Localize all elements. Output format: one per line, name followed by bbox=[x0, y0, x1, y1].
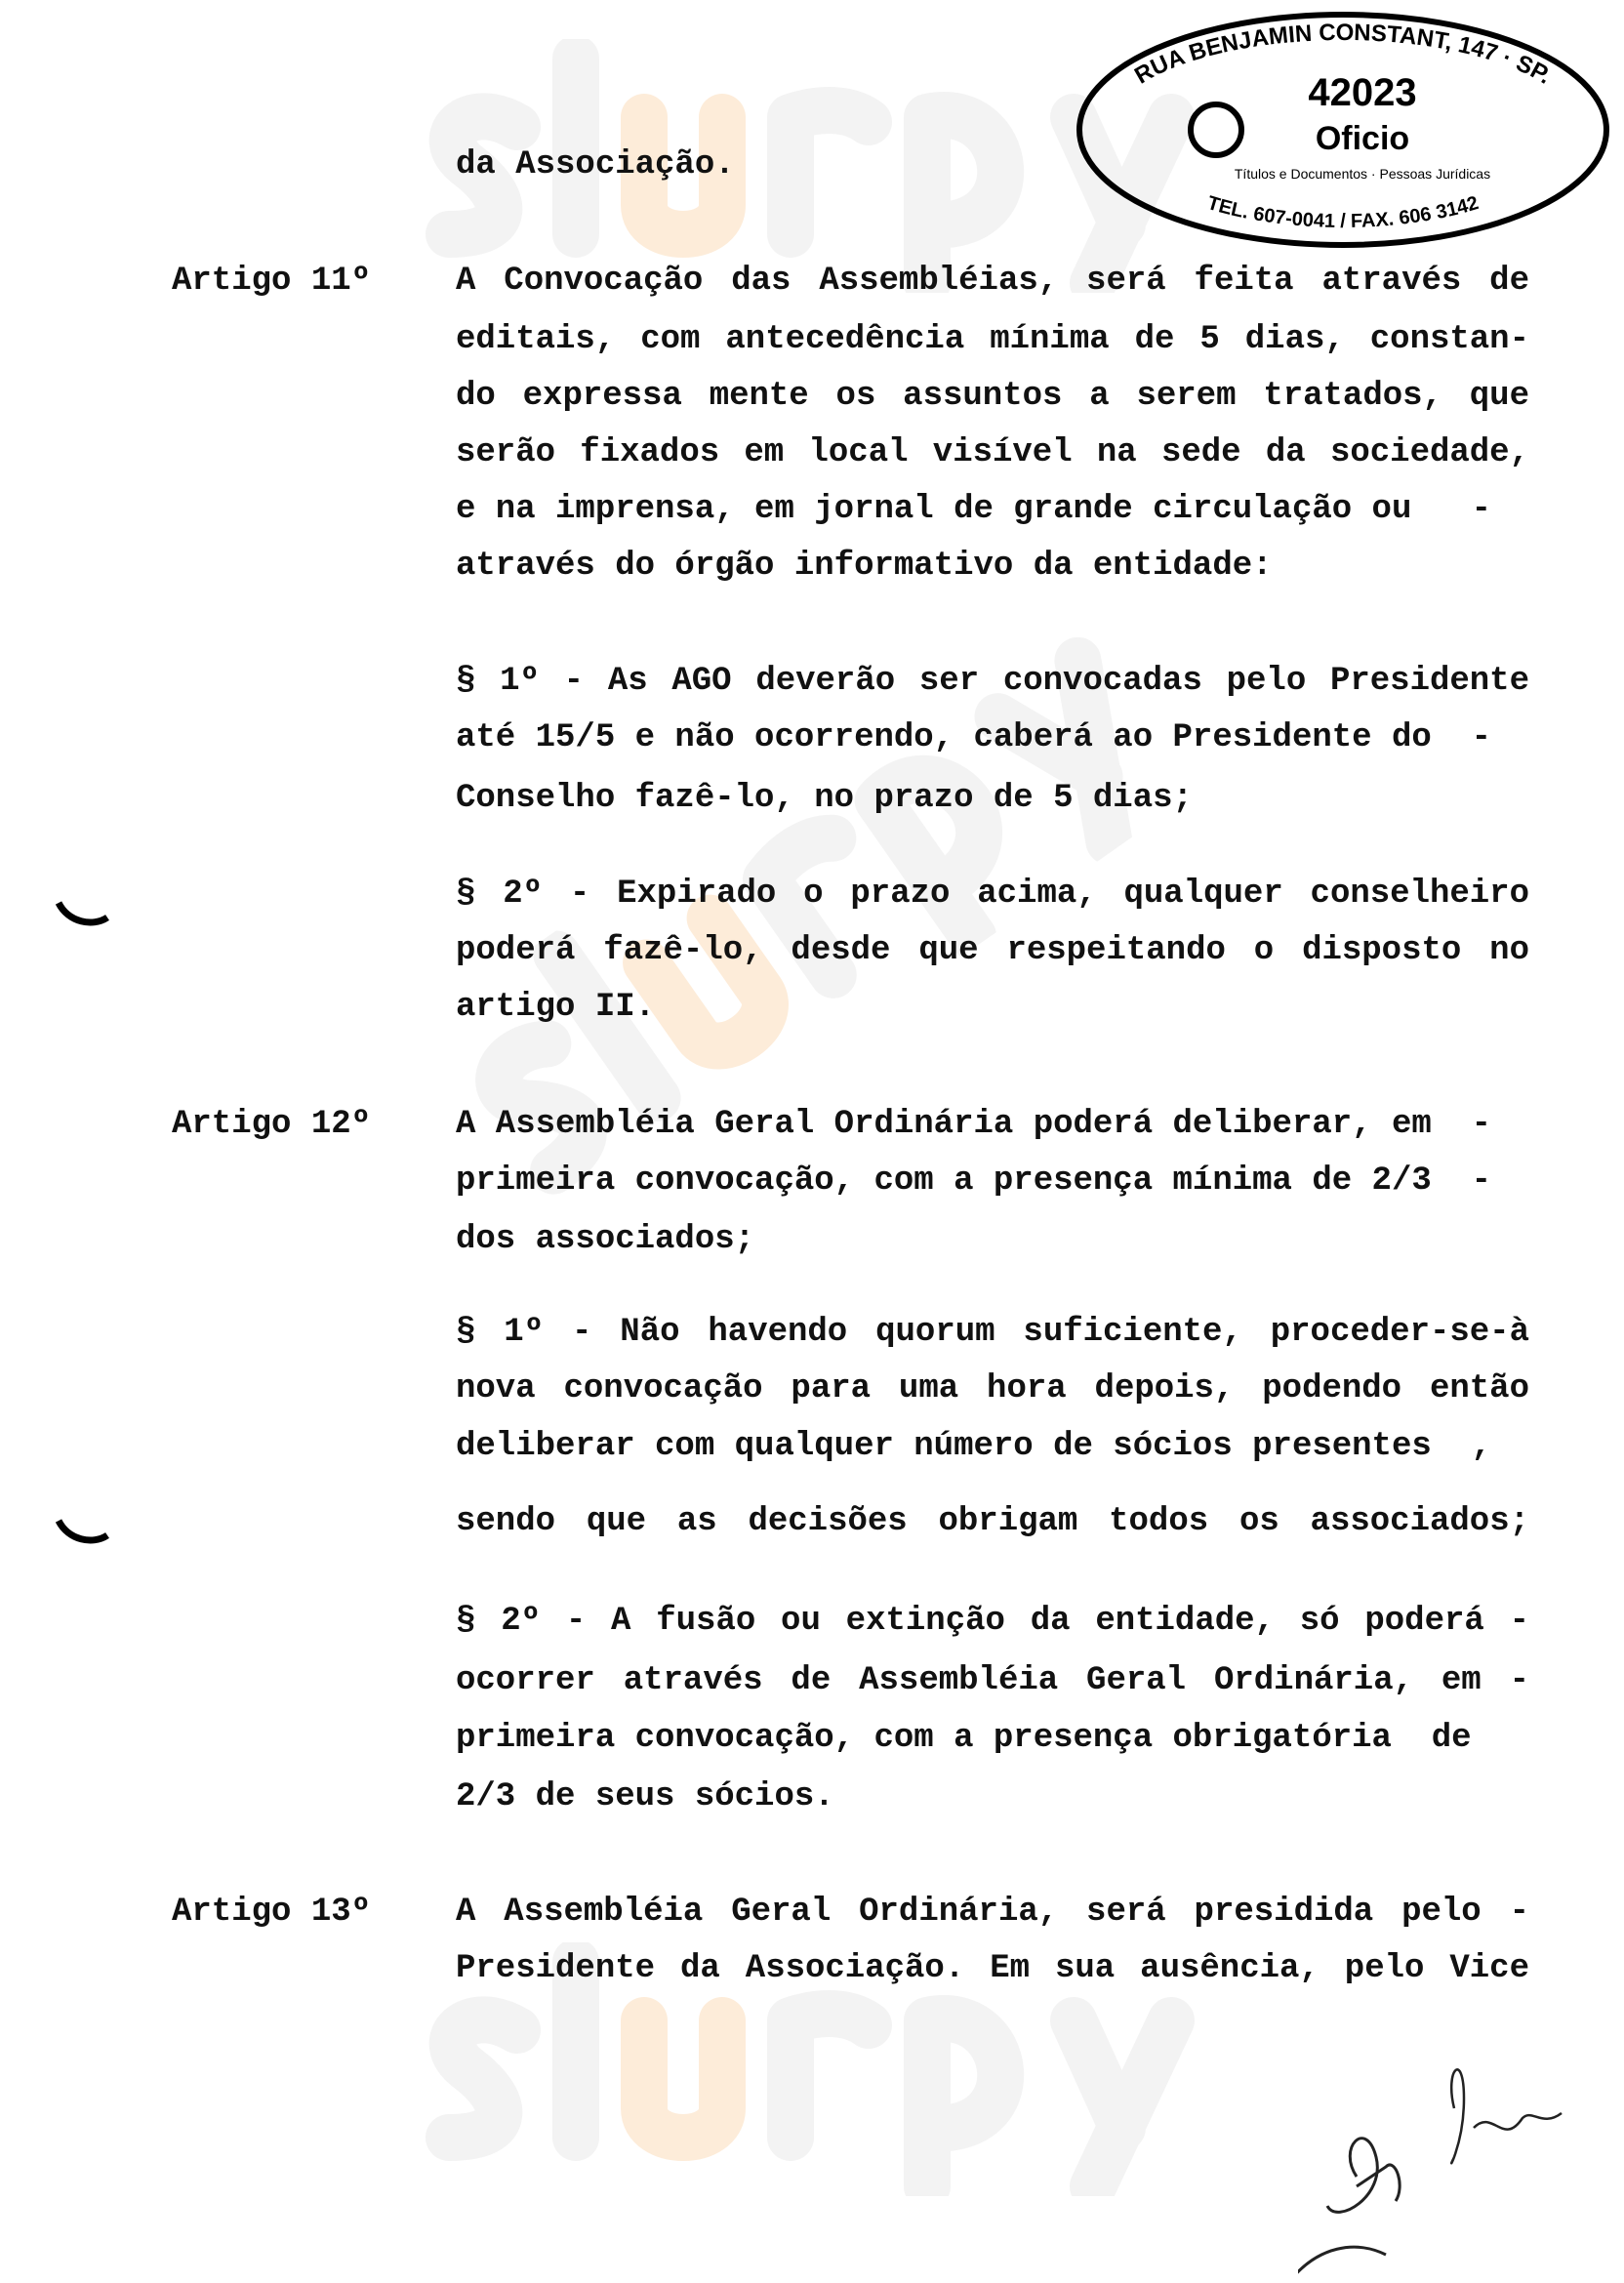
hole-punch-mark bbox=[54, 893, 112, 932]
text-line: através do órgão informativo da entidade: bbox=[456, 548, 1273, 585]
stamp-circle-icon bbox=[1191, 104, 1241, 155]
article-label: Artigo 11º bbox=[172, 263, 372, 300]
text-line: e na imprensa, em jornal de grande circulação ou - bbox=[456, 491, 1491, 528]
text-line: sendo que as decisões obrigam todos os associados; bbox=[456, 1503, 1529, 1540]
text-line: Presidente da Associação. Em sua ausência, pelo Vice bbox=[456, 1950, 1529, 1987]
stamp-tel: TEL. 607-0041 / FAX. 606 3142 bbox=[1204, 192, 1482, 232]
text-line: A Convocação das Assembléias, será feita através de bbox=[456, 263, 1529, 300]
text-line: da Associação. bbox=[456, 146, 735, 183]
text-line: até 15/5 e não ocorrendo, caberá ao Presidente do - bbox=[456, 719, 1491, 756]
hole-punch-mark bbox=[54, 1511, 112, 1550]
text-line: § 1º - Não havendo quorum suficiente, proceder-se-à bbox=[456, 1314, 1529, 1351]
text-line: A Assembléia Geral Ordinária poderá deliberar, em - bbox=[456, 1106, 1491, 1143]
text-line: Conselho fazê-lo, no prazo de 5 dias; bbox=[456, 780, 1193, 817]
stamp-subtitle: Títulos e Documentos · Pessoas Jurídicas bbox=[1234, 166, 1491, 182]
text-line: artigo II. bbox=[456, 989, 656, 1026]
text-line: nova convocação para uma hora depois, podendo então bbox=[456, 1370, 1529, 1407]
article-label: Artigo 12º bbox=[172, 1106, 372, 1143]
text-line: primeira convocação, com a presença obrigatória de bbox=[456, 1720, 1472, 1757]
text-line: A Assembléia Geral Ordinária, será presidida pelo - bbox=[456, 1894, 1529, 1931]
text-line: § 2º - A fusão ou extinção da entidade, só poderá - bbox=[456, 1603, 1529, 1640]
article-label: Artigo 13º bbox=[172, 1894, 372, 1931]
text-line: do expressa mente os assuntos a serem tratados, que bbox=[456, 378, 1529, 415]
text-line: serão fixados em local visível na sede da sociedade, bbox=[456, 434, 1529, 471]
stamp-street: RUA BENJAMIN CONSTANT, 147 · SP. bbox=[1130, 19, 1557, 90]
text-line: poderá fazê-lo, desde que respeitando o disposto no bbox=[456, 932, 1529, 969]
stamp-office: Oficio bbox=[1315, 120, 1410, 157]
text-line: editais, com antecedência mínima de 5 dias, constan- bbox=[456, 321, 1529, 358]
text-line: ocorrer através de Assembléia Geral Ordinária, em - bbox=[456, 1662, 1529, 1699]
text-line: § 1º - As AGO deverão ser convocadas pelo Presidente bbox=[456, 663, 1529, 700]
svg-text:TEL. 607-0041 / FAX. 606 3142 bbox=[1205, 192, 1482, 232]
text-line: primeira convocação, com a presença mínima de 2/3 - bbox=[456, 1162, 1491, 1200]
text-line: 2/3 de seus sócios. bbox=[456, 1778, 834, 1815]
stamp-number: 42023 bbox=[1308, 71, 1417, 114]
signature bbox=[1298, 2030, 1591, 2283]
text-line: deliberar com qualquer número de sócios presentes , bbox=[456, 1428, 1491, 1465]
notary-stamp bbox=[1070, 8, 1616, 252]
text-line: § 2º - Expirado o prazo acima, qualquer conselheiro bbox=[456, 876, 1529, 913]
text-line: dos associados; bbox=[456, 1221, 755, 1258]
